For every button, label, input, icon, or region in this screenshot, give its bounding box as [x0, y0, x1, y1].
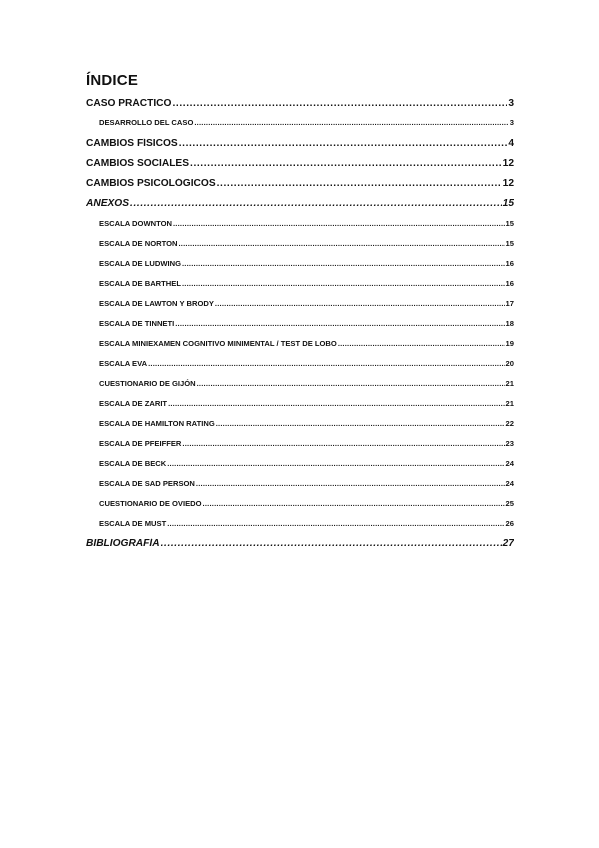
- toc-entry-label: ESCALA DE PFEIFFER: [99, 439, 182, 448]
- toc-dot-leader: [203, 499, 505, 508]
- toc-entry[interactable]: [86, 339, 514, 348]
- toc-dot-leader: [197, 379, 505, 388]
- toc-entry[interactable]: [86, 118, 514, 127]
- toc-entry[interactable]: [86, 239, 514, 248]
- toc-entry-label: ESCALA DE NORTON: [99, 239, 178, 248]
- toc-entry-label: ESCALA MINIEXAMEN COGNITIVO MINIMENTAL / TEST DE LOBO: [99, 339, 337, 348]
- toc-entry[interactable]: [86, 519, 514, 528]
- toc-entry-page: 25: [505, 499, 514, 508]
- toc-dot-leader: [172, 98, 507, 109]
- toc-entry-label: ESCALA DE LUDWING: [99, 259, 181, 268]
- toc-entry-page: 24: [505, 459, 514, 468]
- toc-dot-leader: [175, 319, 504, 328]
- toc-dot-leader: [196, 479, 505, 488]
- toc-entry-label: ESCALA DE BECK: [99, 459, 167, 468]
- toc-dot-leader: [167, 519, 504, 528]
- toc-entry-page: 26: [505, 519, 514, 528]
- toc-entry-page: 22: [505, 419, 514, 428]
- toc-entry[interactable]: [86, 419, 514, 428]
- toc-entry[interactable]: [86, 198, 514, 209]
- toc-dot-leader: [217, 178, 502, 189]
- toc-entry-page: 18: [505, 319, 514, 328]
- toc-entry-page: 16: [505, 279, 514, 288]
- toc-dot-leader: [182, 259, 505, 268]
- toc-entry-label: CUESTIONARIO DE GIJÓN: [99, 379, 196, 388]
- toc-dot-leader: [179, 138, 508, 149]
- toc-entry-label: CAMBIOS FÍSICOS: [86, 138, 178, 149]
- toc-dot-leader: [338, 339, 505, 348]
- toc-entry-label: ESCALA DE HAMILTON RATING: [99, 419, 215, 428]
- toc-entry-label: CUESTIONARIO DE OVIEDO: [99, 499, 202, 508]
- toc-entry-label: ESCALA DE LAWTON Y BRODY: [99, 299, 214, 308]
- toc-dot-leader: [182, 279, 505, 288]
- toc-entry-page: 21: [505, 379, 514, 388]
- toc-entry[interactable]: [86, 499, 514, 508]
- toc-entry-label: ESCALA DE MUST: [99, 519, 167, 528]
- toc-entry-label: ESCALA DE ZARIT: [99, 399, 168, 408]
- toc-entry-label: CASO PRÁCTICO: [86, 98, 172, 109]
- toc-entry-page: 17: [505, 299, 514, 308]
- toc-dot-leader: [216, 419, 505, 428]
- toc-entry-page: 15: [505, 239, 514, 248]
- toc-entry[interactable]: [86, 219, 514, 228]
- toc-entry[interactable]: [86, 158, 514, 169]
- toc-entry-label: ESCALA DOWNTON: [99, 219, 172, 228]
- toc-dot-leader: [148, 359, 504, 368]
- toc-entry-label: BIBLIOGRAFÍA: [86, 538, 160, 549]
- toc-entry-page: 20: [505, 359, 514, 368]
- toc-entry-page: 23: [505, 439, 514, 448]
- toc-entry[interactable]: [86, 138, 514, 149]
- toc-entry[interactable]: [86, 399, 514, 408]
- toc-entry-label: ESCALA EVA: [99, 359, 148, 368]
- toc-entry-label: ANEXOS: [86, 198, 130, 209]
- toc-dot-leader: [215, 299, 505, 308]
- toc-entry[interactable]: [86, 459, 514, 468]
- toc-entry[interactable]: [86, 538, 514, 549]
- toc-entry-label: ESCALA DE BARTHEL: [99, 279, 181, 288]
- toc-entry-label: DESARROLLO DEL CASO: [99, 118, 194, 127]
- toc-entry-page: 21: [505, 399, 514, 408]
- toc-dot-leader: [178, 239, 504, 248]
- toc-dot-leader: [182, 439, 504, 448]
- toc-entry[interactable]: [86, 178, 514, 189]
- toc-dot-leader: [173, 219, 505, 228]
- toc-entry-page: 12: [502, 178, 514, 189]
- toc-entry-label: CAMBIOS SOCIALES: [86, 158, 190, 169]
- toc-entry-page: 27: [502, 538, 514, 549]
- page-title: ÍNDICE: [86, 72, 139, 89]
- toc-entry-page: 4: [508, 138, 514, 149]
- toc-entry-label: ESCALA DE TINNETI: [99, 319, 175, 328]
- toc-dot-leader: [194, 118, 508, 127]
- toc-entry[interactable]: [86, 299, 514, 308]
- toc-entry[interactable]: [86, 98, 514, 109]
- toc-entry-page: 16: [505, 259, 514, 268]
- toc-entry-page: 12: [502, 158, 514, 169]
- toc-entry-label: ESCALA DE SAD PERSON: [99, 479, 195, 488]
- toc-dot-leader: [161, 538, 502, 549]
- toc-entry[interactable]: [86, 259, 514, 268]
- toc-entry-page: 3: [509, 118, 514, 127]
- toc-entry[interactable]: [86, 379, 514, 388]
- toc-entry[interactable]: [86, 319, 514, 328]
- toc-entry-page: 15: [502, 198, 514, 209]
- toc-dot-leader: [168, 399, 504, 408]
- toc-dot-leader: [130, 198, 502, 209]
- toc-entry-page: 24: [505, 479, 514, 488]
- toc-entry-page: 3: [508, 98, 514, 109]
- toc-entry[interactable]: [86, 479, 514, 488]
- toc-entry[interactable]: [86, 359, 514, 368]
- toc-entry[interactable]: [86, 279, 514, 288]
- toc-entry-page: 19: [505, 339, 514, 348]
- toc-dot-leader: [167, 459, 504, 468]
- toc-entry[interactable]: [86, 439, 514, 448]
- toc-entry-label: CAMBIOS PSICOLÓGICOS: [86, 178, 216, 189]
- toc-entry-page: 15: [505, 219, 514, 228]
- toc-dot-leader: [190, 158, 502, 169]
